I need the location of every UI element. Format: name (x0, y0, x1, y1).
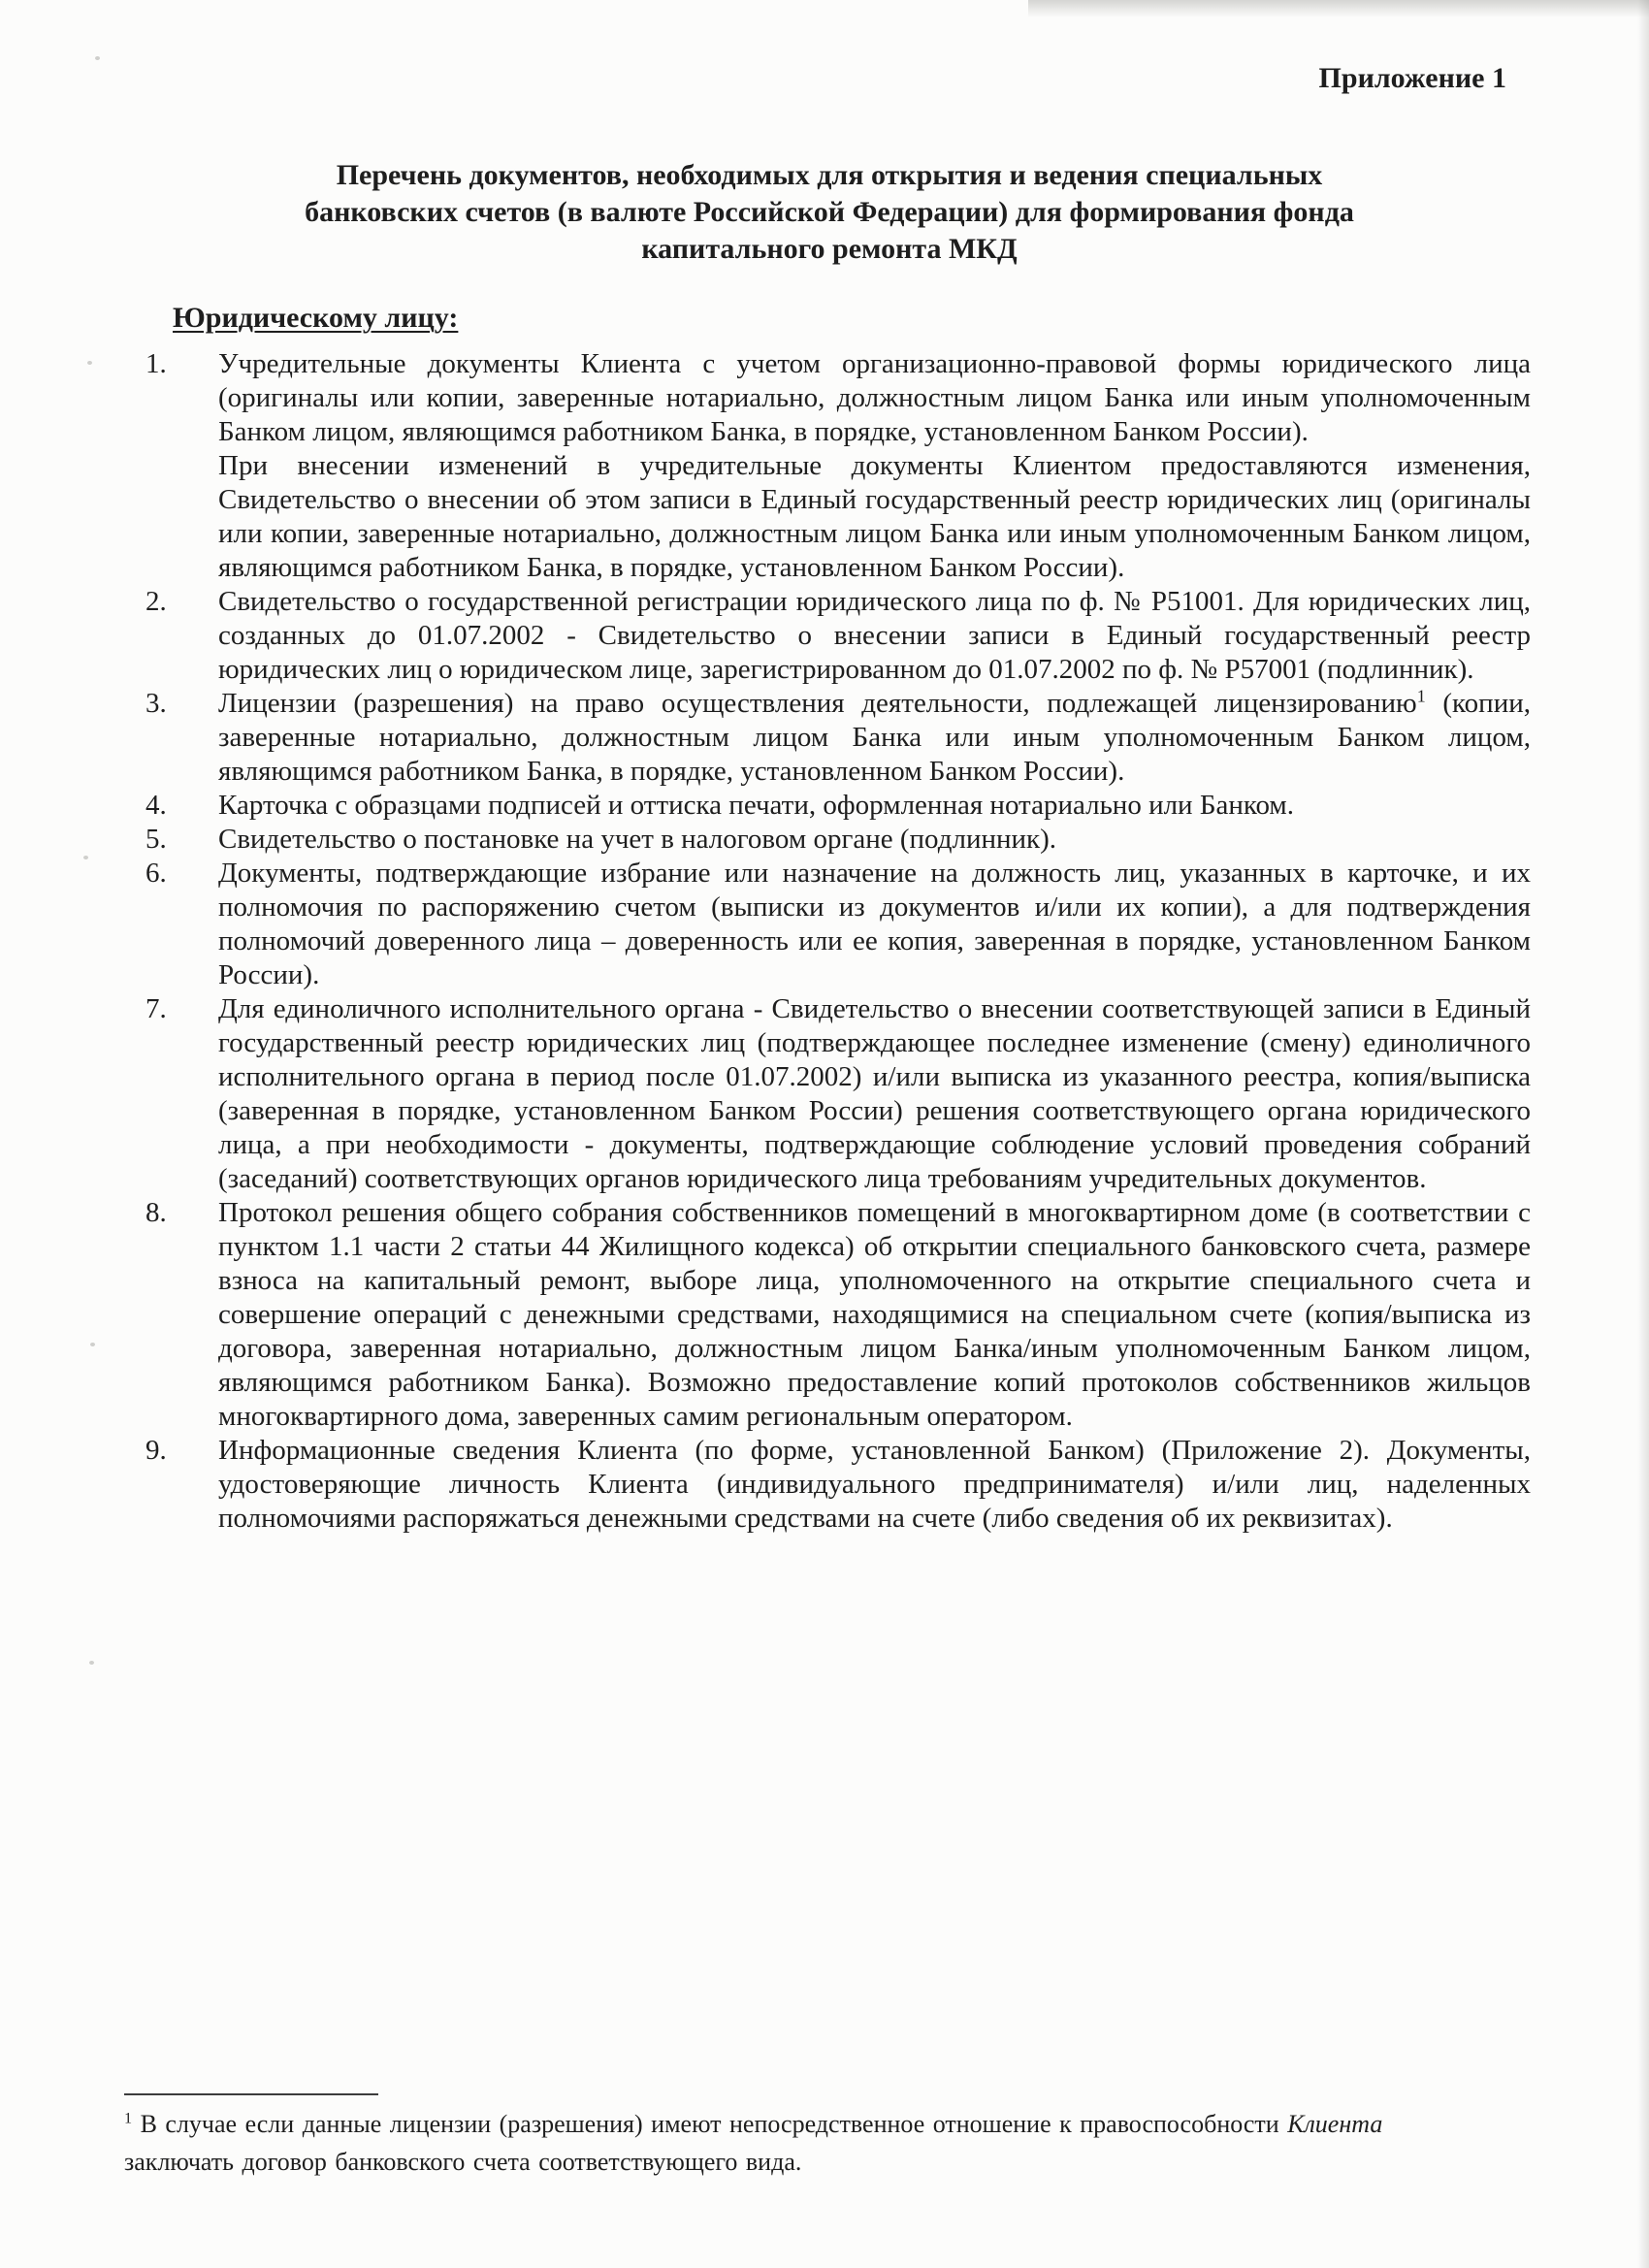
title-line-3: капитального ремонта МКД (641, 233, 1018, 265)
footnote-marker: 1 (1416, 686, 1426, 706)
list-item-3 (146, 686, 1531, 789)
footnote-separator (124, 2093, 378, 2095)
footnote (124, 2093, 1504, 2181)
title-line-2: банковских счетов (в валюте Российской Федерации) для формирования фонда (305, 196, 1354, 228)
item-text-after-footnote-marker: (копии, заверенные нотариально, должностным лицом Банка или иным уполномоченным Банком лицом, являющимся работником Банка, в порядке, установленном Банком России). (218, 688, 1531, 787)
footnote-text (124, 2105, 1504, 2181)
footnote-line2: заключать договор банковского счета соответствующего вида. (124, 2148, 802, 2176)
scan-speck (95, 56, 100, 60)
item-number: 1. (146, 348, 167, 379)
list-item-7 (146, 992, 1531, 1196)
item-paragraph: Карточка с образцами подписей и оттиска печати, оформленная нотариально или Банком. (218, 790, 1295, 821)
item-paragraph: Для единоличного исполнительного органа - Свидетельство о внесении соответствующей записи в Единый государственный реестр юридических лиц (подтверждающее последнее изменение (смену) единоличного исполнительного органа в период после 01.07.2002) и/или выписка из указанного реестра, копия/выписка (заверенная в порядке, установленном Банком России) решения соответствующего органа юридического лица, а при необходимости - документы, подтверждающие соблюдение условий проведения собраний (заседаний) соответствующих органов юридического лица требованиям учредительных документов. (218, 993, 1531, 1194)
scan-shadow-right (1637, 0, 1649, 2268)
list-item-9 (146, 1434, 1531, 1536)
item-text-before-footnote-marker: Лицензии (разрешения) на право осуществления деятельности, подлежащей лицензированию (218, 688, 1417, 719)
document-title (0, 157, 1649, 268)
section-heading-legal-entity: Юридическому лицу: (173, 302, 459, 334)
item-paragraph: Документы, подтверждающие избрание или назначение на должность лиц, указанных в карточке, и их полномочия по распоряжению счетом (выписки из документов и/или их копии), а для подтверждения полномочий доверенного лица – доверенность или ее копия, заверенная в порядке, установленном Банком России). (218, 858, 1531, 990)
appendix-label: Приложение 1 (1318, 62, 1506, 94)
list-item-1 (146, 347, 1531, 585)
item-paragraph: При внесении изменений в учредительные документы Клиентом предоставляются изменения, Свидетельство о внесении об этом записи в Единый государственный реестр юридических лиц (оригиналы или копии, заверенные нотариально, должностным лицом Банка или иным уполномоченным Банком лицом, являющимся работником Банка, в порядке, установленном Банком России). (218, 450, 1531, 583)
list-item-2 (146, 585, 1531, 687)
scan-speck (89, 1661, 94, 1665)
item-number: 3. (146, 688, 167, 719)
list-item-6 (146, 857, 1531, 992)
scan-speck (83, 856, 88, 859)
footnote-line1: В случае если данные лицензии (разрешения) имеют непосредственное отношение к правоспособности (132, 2110, 1288, 2138)
list-item-5 (146, 823, 1531, 857)
document-list (146, 347, 1531, 1536)
item-number: 2. (146, 586, 167, 617)
item-number: 6. (146, 858, 167, 889)
scan-speck (87, 361, 92, 365)
item-paragraph: Информационные сведения Клиента (по форме, установленной Банком) (Приложение 2). Документы, удостоверяющие личность Клиента (индивидуального предпринимателя) и/или лиц, наделенных полномочиями распоряжаться денежными средствами на счете (либо сведения об их реквизитах). (218, 1435, 1531, 1534)
scan-speck (90, 1343, 95, 1346)
item-number: 5. (146, 824, 167, 855)
item-paragraph (218, 687, 1531, 789)
list-item-4 (146, 789, 1531, 823)
item-number: 7. (146, 993, 167, 1024)
item-paragraph: Протокол решения общего собрания собственников помещений в многоквартирном доме (в соответствии с пунктом 1.1 части 2 статьи 44 Жилищного кодекса) об открытии специального банковского счета, размере взноса на капитальный ремонт, выборе лица, уполномоченного на открытие специального счета и совершение операций с денежными средствами, находящимися на специальном счете (копия/выписка из договора, заверенная нотариально, должностным лицом Банка/иным уполномоченным Банком лицом, являющимся работником Банка). Возможно предоставление копий протоколов собственников жильцов многоквартирного дома, заверенных самим региональным оператором. (218, 1197, 1531, 1432)
item-paragraph: Свидетельство о постановке на учет в налоговом органе (подлинник). (218, 824, 1057, 855)
list-item-8 (146, 1196, 1531, 1434)
item-number: 9. (146, 1435, 167, 1466)
item-paragraph: Свидетельство о государственной регистрации юридического лица по ф. № Р51001. Для юридических лиц, созданных до 01.07.2002 - Свидетельство о внесении записи в Единый государственный реестр юридических лиц о юридическом лице, зарегистрированном до 01.07.2002 по ф. № Р57001 (подлинник). (218, 586, 1531, 685)
item-number: 4. (146, 790, 167, 821)
footnote-number: 1 (124, 2110, 133, 2127)
item-number: 8. (146, 1197, 167, 1228)
footnote-client-italic: Клиента (1287, 2110, 1383, 2138)
title-line-1: Перечень документов, необходимых для открытия и ведения специальных (336, 159, 1323, 191)
item-paragraph: Учредительные документы Клиента с учетом организационно-правовой формы юридического лица (оригиналы или копии, заверенные нотариально, должностным лицом Банка или иным уполномоченным Банком лицом, являющимся работником Банка, в порядке, установленном Банком России). (218, 348, 1531, 447)
